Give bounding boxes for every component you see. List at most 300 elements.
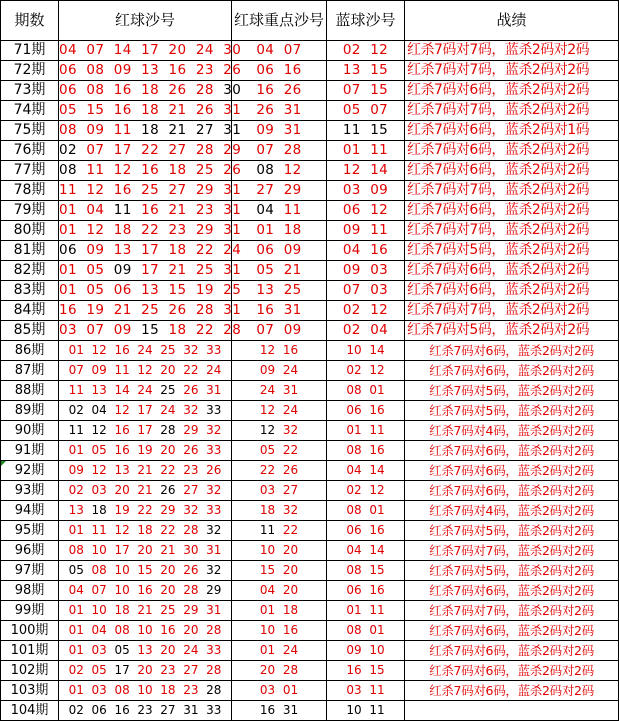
ball-number: 03: [59, 322, 77, 338]
table-row: [1, 381, 619, 401]
ball-number: 13: [113, 242, 132, 258]
ball-number: 31: [223, 182, 242, 198]
red-key-cell: [232, 281, 327, 301]
blue-kill-cell: [327, 521, 405, 541]
ball-number: 09: [113, 62, 132, 78]
ball-number: 18: [168, 162, 187, 178]
ball-number: 21: [168, 262, 187, 278]
ball-number: 23: [183, 463, 199, 477]
ball-number: 03: [259, 483, 276, 497]
blue-kill-cell: [327, 641, 405, 661]
ball-number: 21: [283, 262, 302, 278]
table-row: [1, 281, 619, 301]
ball-number: 06: [346, 583, 362, 597]
table-row: [1, 321, 619, 341]
ball-number: 18: [91, 503, 107, 517]
ball-number: 31: [223, 122, 242, 138]
red-key-cell: [232, 81, 327, 101]
red-kill-cell: [59, 561, 232, 581]
period-cell: 88期: [1, 381, 59, 401]
ball-number: 16: [369, 523, 385, 537]
period-cell: 72期: [1, 61, 59, 81]
period-cell: 89期: [1, 401, 59, 421]
ball-number: 15: [86, 102, 105, 118]
ball-number: 02: [68, 403, 84, 417]
ball-number: 12: [369, 483, 385, 497]
ball-number: 23: [195, 202, 214, 218]
red-kill-cell: [59, 221, 242, 241]
ball-number: 28: [195, 142, 214, 158]
red-key-cell: [232, 621, 327, 641]
ball-number: 16: [282, 343, 299, 357]
blue-kill-cell: [327, 421, 405, 441]
ball-number: 05: [68, 563, 84, 577]
ball-number: 26: [168, 302, 187, 318]
ball-number: 32: [183, 503, 199, 517]
header-red-key-kill: 红球重点沙号: [232, 1, 327, 41]
blue-kill-cell: [327, 561, 405, 581]
table-row: [1, 681, 619, 701]
ball-number: 20: [137, 543, 153, 557]
table-row: [1, 201, 619, 221]
blue-kill-cell: [327, 661, 405, 681]
ball-number: 27: [183, 663, 199, 677]
ball-number: 09: [342, 222, 361, 238]
ball-number: 01: [68, 523, 84, 537]
ball-number: 31: [183, 703, 199, 717]
blue-kill-cell: [327, 301, 405, 321]
ball-number: 13: [141, 62, 160, 78]
ball-number: 22: [259, 463, 276, 477]
ball-number: 29: [195, 182, 214, 198]
red-key-cell: [232, 441, 327, 461]
table-body: [1, 41, 619, 721]
ball-number: 02: [68, 663, 84, 677]
period-cell: 99期: [1, 601, 59, 621]
ball-number: 29: [183, 423, 199, 437]
blue-kill-cell: [327, 501, 405, 521]
ball-number: 26: [256, 102, 275, 118]
ball-number: 01: [259, 643, 276, 657]
ball-number: 20: [168, 42, 187, 58]
result-cell: 红杀7码对6码，蓝杀2码对2码: [405, 341, 619, 361]
ball-number: 24: [223, 242, 242, 258]
ball-number: 28: [183, 523, 199, 537]
ball-number: 10: [137, 683, 153, 697]
blue-kill-cell: [327, 261, 405, 281]
table-row: [1, 661, 619, 681]
ball-number: 20: [282, 563, 299, 577]
ball-number: 11: [259, 523, 276, 537]
table-row: [1, 241, 619, 261]
red-key-cell: [232, 301, 327, 321]
ball-number: 32: [206, 563, 222, 577]
period-cell: 97期: [1, 561, 59, 581]
ball-number: 28: [206, 663, 222, 677]
ball-number: 15: [259, 563, 276, 577]
table-row: [1, 461, 619, 481]
red-kill-cell: [59, 401, 232, 421]
red-kill-cell: [59, 581, 232, 601]
blue-kill-cell: [327, 181, 405, 201]
period-cell: 82期: [1, 261, 59, 281]
ball-number: 26: [183, 443, 199, 457]
table-row: [1, 501, 619, 521]
red-kill-cell: [59, 161, 242, 181]
ball-number: 16: [113, 182, 132, 198]
result-cell: 红杀7码对5码，蓝杀2码对2码: [405, 561, 619, 581]
result-cell: 红杀7码对7码，蓝杀2码对2码: [405, 601, 619, 621]
period-cell: 87期: [1, 361, 59, 381]
blue-kill-cell: [327, 141, 405, 161]
ball-number: 01: [68, 343, 84, 357]
ball-number: 01: [59, 202, 77, 218]
blue-kill-cell: [327, 221, 405, 241]
red-key-cell: [232, 41, 327, 61]
ball-number: 06: [346, 403, 362, 417]
red-key-cell: [232, 701, 327, 721]
ball-number: 13: [137, 643, 153, 657]
ball-number: 06: [113, 282, 132, 298]
ball-number: 31: [282, 703, 299, 717]
red-kill-cell: [59, 41, 242, 61]
ball-number: 20: [183, 623, 199, 637]
ball-number: 16: [369, 443, 385, 457]
ball-number: 08: [346, 623, 362, 637]
ball-number: 26: [183, 563, 199, 577]
table-row: [1, 641, 619, 661]
ball-number: 10: [259, 543, 276, 557]
red-kill-cell: [59, 501, 232, 521]
red-kill-cell: [59, 381, 232, 401]
ball-number: 24: [137, 343, 153, 357]
ball-number: 05: [91, 663, 107, 677]
period-cell: 91期: [1, 441, 59, 461]
ball-number: 03: [370, 282, 389, 298]
ball-number: 11: [369, 603, 385, 617]
table-row: [1, 341, 619, 361]
period-cell: 103期: [1, 681, 59, 701]
ball-number: 32: [183, 403, 199, 417]
ball-number: 27: [168, 142, 187, 158]
ball-number: 12: [370, 302, 389, 318]
ball-number: 05: [114, 643, 130, 657]
ball-number: 09: [68, 463, 84, 477]
ball-number: 07: [86, 322, 105, 338]
ball-number: 03: [91, 683, 107, 697]
ball-number: 25: [160, 343, 176, 357]
ball-number: 31: [282, 383, 299, 397]
blue-kill-cell: [327, 81, 405, 101]
red-key-cell: [232, 161, 327, 181]
red-kill-cell: [59, 661, 232, 681]
red-key-cell: [232, 201, 327, 221]
red-key-cell: [232, 601, 327, 621]
blue-kill-cell: [327, 481, 405, 501]
red-kill-cell: [59, 601, 232, 621]
blue-kill-cell: [327, 241, 405, 261]
ball-number: 15: [369, 663, 385, 677]
ball-number: 11: [86, 162, 105, 178]
ball-number: 02: [342, 42, 361, 58]
table-row: [1, 401, 619, 421]
ball-number: 20: [160, 563, 176, 577]
ball-number: 11: [369, 703, 385, 717]
table-row: [1, 621, 619, 641]
ball-number: 06: [256, 62, 275, 78]
ball-number: 07: [342, 82, 361, 98]
ball-number: 08: [86, 62, 105, 78]
ball-number: 02: [59, 142, 77, 158]
ball-number: 15: [137, 563, 153, 577]
red-key-cell: [232, 581, 327, 601]
ball-number: 12: [259, 343, 276, 357]
blue-kill-cell: [327, 201, 405, 221]
ball-number: 09: [91, 363, 107, 377]
table-row: [1, 221, 619, 241]
ball-number: 23: [168, 222, 187, 238]
ball-number: 28: [223, 322, 242, 338]
ball-number: 22: [195, 322, 214, 338]
blue-kill-cell: [327, 621, 405, 641]
ball-number: 04: [256, 202, 275, 218]
result-cell: 红杀7码对5码，蓝杀2码对2码: [405, 521, 619, 541]
result-cell: 红杀7码对5码，蓝杀2码对2码: [405, 401, 619, 421]
ball-number: 18: [282, 603, 299, 617]
ball-number: 14: [114, 383, 130, 397]
ball-number: 13: [114, 463, 130, 477]
period-cell: 71期: [1, 41, 59, 61]
ball-number: 27: [282, 483, 299, 497]
blue-kill-cell: [327, 581, 405, 601]
ball-number: 09: [346, 643, 362, 657]
ball-number: 18: [113, 222, 132, 238]
ball-number: 12: [114, 523, 130, 537]
ball-number: 12: [86, 182, 105, 198]
ball-number: 01: [68, 623, 84, 637]
ball-number: 03: [91, 643, 107, 657]
ball-number: 14: [369, 343, 385, 357]
ball-number: 02: [342, 322, 361, 338]
ball-number: 11: [370, 222, 389, 238]
ball-number: 22: [160, 463, 176, 477]
ball-number: 13: [342, 62, 361, 78]
ball-number: 24: [183, 643, 199, 657]
ball-number: 06: [91, 703, 107, 717]
ball-number: 07: [256, 322, 275, 338]
ball-number: 18: [168, 322, 187, 338]
red-key-cell: [232, 61, 327, 81]
ball-number: 16: [160, 623, 176, 637]
red-kill-cell: [59, 541, 232, 561]
ball-number: 23: [137, 703, 153, 717]
ball-number: 08: [256, 162, 275, 178]
ball-number: 06: [59, 62, 77, 78]
ball-number: 06: [256, 242, 275, 258]
result-cell: 红杀7码对6码，蓝杀2码对2码: [405, 661, 619, 681]
table-row: [1, 261, 619, 281]
ball-number: 25: [195, 262, 214, 278]
ball-number: 12: [91, 423, 107, 437]
ball-number: 08: [59, 162, 77, 178]
ball-number: 09: [86, 242, 105, 258]
ball-number: 28: [195, 302, 214, 318]
red-kill-cell: [59, 641, 232, 661]
result-cell: 红杀7码对6码，蓝杀2码对2码: [405, 81, 619, 101]
ball-number: 33: [206, 443, 222, 457]
blue-kill-cell: [327, 321, 405, 341]
table-row: [1, 161, 619, 181]
red-key-cell: [232, 121, 327, 141]
table-row: [1, 601, 619, 621]
ball-number: 11: [113, 202, 132, 218]
ball-number: 07: [68, 363, 84, 377]
result-cell: 红杀7码对6码，蓝杀2码对2码: [405, 621, 619, 641]
red-key-cell: [232, 561, 327, 581]
ball-number: 29: [183, 603, 199, 617]
red-kill-cell: [59, 341, 232, 361]
ball-number: 15: [370, 122, 389, 138]
ball-number: 28: [183, 583, 199, 597]
ball-number: 24: [195, 42, 214, 58]
ball-number: 12: [369, 363, 385, 377]
ball-number: 03: [346, 683, 362, 697]
ball-number: 20: [137, 663, 153, 677]
ball-number: 22: [137, 503, 153, 517]
blue-kill-cell: [327, 601, 405, 621]
ball-number: 04: [259, 583, 276, 597]
ball-number: 20: [259, 663, 276, 677]
red-kill-cell: [59, 441, 232, 461]
result-cell: 红杀7码对5码，蓝杀2码对2码: [405, 321, 619, 341]
ball-number: 31: [223, 302, 242, 318]
ball-number: 01: [369, 383, 385, 397]
period-cell: 92期: [1, 461, 59, 481]
ball-number: 04: [342, 242, 361, 258]
ball-number: 11: [370, 142, 389, 158]
ball-number: 04: [256, 42, 275, 58]
ball-number: 28: [160, 423, 176, 437]
ball-number: 26: [283, 82, 302, 98]
ball-number: 21: [137, 483, 153, 497]
blue-kill-cell: [327, 461, 405, 481]
ball-number: 22: [160, 523, 176, 537]
ball-number: 05: [342, 102, 361, 118]
blue-kill-cell: [327, 41, 405, 61]
ball-number: 14: [369, 463, 385, 477]
ball-number: 12: [86, 222, 105, 238]
ball-number: 16: [141, 162, 160, 178]
period-cell: 81期: [1, 241, 59, 261]
ball-number: 26: [160, 483, 176, 497]
period-cell: 74期: [1, 101, 59, 121]
ball-number: 20: [160, 443, 176, 457]
table-row: [1, 101, 619, 121]
ball-number: 33: [206, 503, 222, 517]
ball-number: 11: [283, 202, 302, 218]
ball-number: 11: [369, 423, 385, 437]
ball-number: 24: [282, 643, 299, 657]
ball-number: 33: [206, 403, 222, 417]
ball-number: 14: [113, 42, 132, 58]
ball-number: 24: [282, 363, 299, 377]
ball-number: 31: [223, 102, 242, 118]
period-cell: 102期: [1, 661, 59, 681]
ball-number: 15: [370, 82, 389, 98]
ball-number: 04: [346, 543, 362, 557]
ball-number: 14: [369, 543, 385, 557]
ball-number: 04: [346, 463, 362, 477]
ball-number: 03: [91, 483, 107, 497]
ball-number: 29: [206, 583, 222, 597]
result-cell: 红杀7码对6码，蓝杀2码对2码: [405, 361, 619, 381]
ball-number: 11: [113, 122, 132, 138]
table-row: [1, 301, 619, 321]
result-cell: 红杀7码对6码，蓝杀2码对1码: [405, 121, 619, 141]
ball-number: 18: [141, 102, 160, 118]
red-key-cell: [232, 101, 327, 121]
ball-number: 01: [68, 643, 84, 657]
ball-number: 02: [68, 703, 84, 717]
ball-number: 21: [168, 202, 187, 218]
result-cell: [405, 701, 619, 721]
ball-number: 12: [113, 162, 132, 178]
period-cell: 98期: [1, 581, 59, 601]
ball-number: 11: [114, 363, 130, 377]
ball-number: 10: [346, 343, 362, 357]
ball-number: 22: [282, 443, 299, 457]
ball-number: 11: [342, 122, 361, 138]
ball-number: 01: [346, 423, 362, 437]
ball-number: 09: [370, 182, 389, 198]
red-key-cell: [232, 661, 327, 681]
ball-number: 08: [86, 82, 105, 98]
ball-number: 15: [369, 563, 385, 577]
ball-number: 30: [223, 42, 242, 58]
ball-number: 05: [86, 282, 105, 298]
ball-number: 12: [114, 403, 130, 417]
ball-number: 33: [206, 703, 222, 717]
ball-number: 05: [59, 102, 77, 118]
ball-number: 22: [195, 242, 214, 258]
red-kill-cell: [59, 181, 242, 201]
result-cell: 红杀7码对6码，蓝杀2码对2码: [405, 461, 619, 481]
ball-number: 18: [137, 523, 153, 537]
red-kill-cell: [59, 521, 232, 541]
blue-kill-cell: [327, 341, 405, 361]
header-period: 期数: [1, 1, 59, 41]
ball-number: 08: [68, 543, 84, 557]
ball-number: 07: [91, 583, 107, 597]
ball-number: 18: [141, 122, 160, 138]
table-row: [1, 61, 619, 81]
ball-number: 26: [223, 162, 242, 178]
ball-number: 08: [114, 683, 130, 697]
ball-number: 18: [141, 82, 160, 98]
ball-number: 16: [256, 82, 275, 98]
table-row: [1, 141, 619, 161]
ball-number: 21: [137, 463, 153, 477]
ball-number: 15: [141, 322, 160, 338]
ball-number: 21: [160, 543, 176, 557]
ball-number: 17: [141, 242, 160, 258]
ball-number: 17: [137, 403, 153, 417]
ball-number: 17: [113, 142, 132, 158]
ball-number: 08: [114, 623, 130, 637]
ball-number: 01: [59, 262, 77, 278]
ball-number: 03: [259, 683, 276, 697]
ball-number: 04: [91, 623, 107, 637]
